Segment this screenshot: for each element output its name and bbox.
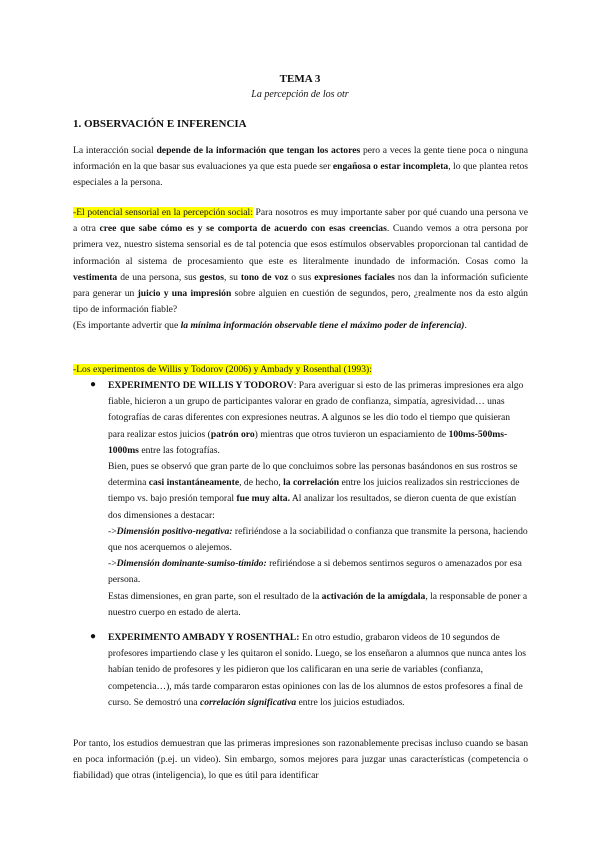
bold-run: depende de la información que tengan los actores xyxy=(156,145,361,156)
highlighted-heading: -Los experimentos de Willis y Todorov (2006) y Ambady y Rosenthal (1993): xyxy=(73,364,372,375)
bold-run: casi instantáneamente xyxy=(148,477,240,489)
text-run: entre los juicios realizados sin restricciones de tiempo vs. bajo presión temporal xyxy=(108,477,520,505)
text-run: Estas dimensiones, en gran parte, son el resultado de la xyxy=(108,590,322,602)
sensory-potential-paragraph xyxy=(73,205,528,335)
bold-run: patrón oro xyxy=(210,428,255,440)
section-heading: 1. OBSERVACIÓN E INFERENCIA xyxy=(73,118,247,130)
experiment-title: EXPERIMENTO DE WILLIS Y TODOROV xyxy=(108,380,294,391)
experiment-willis-todorov xyxy=(108,378,528,621)
text-run: de una persona, sus xyxy=(117,271,200,283)
highlighted-heading: -El potencial sensorial en la percepción social: xyxy=(73,207,253,218)
text-run: (Es importante advertir que xyxy=(73,320,181,332)
text-run: . xyxy=(464,320,467,332)
bold-run: tono de voz xyxy=(240,271,289,283)
bold-run: la correlación xyxy=(283,477,340,489)
text-run: . Cuando vemos a otra persona por primera vez, nuestro sistema sensorial es de tal potencia que esos estímulos observables proporcionan tal cantidad de información al sistema de procesamiento que este es literalmente inundado de información. Cosas como la xyxy=(73,223,528,267)
bold-run: activación de la amígdala xyxy=(321,590,426,602)
bullet-icon: ● xyxy=(90,631,97,642)
text-run: nos dan la información suficiente para generar un xyxy=(73,271,528,300)
bold-run: gestos xyxy=(199,271,224,283)
bold-run: cree que sabe cómo es y se comporta de acuerdo con esas creencias xyxy=(99,223,387,235)
text-run: Para nosotros es muy importante saber por qué cuando una persona ve a otra xyxy=(73,207,528,235)
page-subtitle: La percepción de los otr xyxy=(251,89,349,100)
text-run: refiriéndose a la sociabilidad o confianza que transmite la persona, haciendo que nos acerquemos o alejemos. xyxy=(108,525,528,554)
intro-paragraph xyxy=(73,143,528,192)
conclusion-paragraph: Por tanto, los estudios demuestran que las primeras impresiones son razonablemente precisas incluso cuando se basan en poca información (p.ej. un video). Sin embargo, somos mejores para juzgar unas características (competencia o fiabilidad) que otras (inteligencia), lo que es útil para identificar xyxy=(73,738,528,782)
bold-run: engañosa o estar incompleta xyxy=(332,161,449,173)
page-title: TEMA 3 xyxy=(279,73,321,85)
text-run: Bien, pues se observó que gran parte de lo que concluimos sobre las personas basándonos en sus rostros se determina xyxy=(108,461,518,489)
text-run: En otro estudio, grabaron videos de 10 segundos de profesores impartiendo clase y les quitaron el sonido. Luego, se los enseñaron a alumnos que nunca antes los habían tenido de profesores y les pidieron que los calificaran en una serie de variables (confianza, competencia…), más tarde compararon estas opiniones con las de los alumnos de estos profesores a final de curso. Se demostró una xyxy=(108,632,527,708)
arrow-text: -> xyxy=(108,525,117,537)
bold-run: juicio y una impresión xyxy=(137,288,232,300)
text-run: , su xyxy=(223,271,241,283)
text-run: , la responsable de poner a nuestro cuerpo en estado de alerta. xyxy=(108,590,528,618)
bold-italic-run: correlación significativa xyxy=(199,696,297,708)
text-run: : Para averiguar si esto de las primeras impresiones era algo fiable, hicieron a un grupo de participantes valorar en grado de confianza, simpatía, agresividad… unas fotografías de caras diferentes con expresiones neutras. A algunos se les dio todo el tiempo que quisieran para realizar estos juicios ( xyxy=(108,380,524,440)
text-run: refiriéndose a si debemos sentirnos seguros o amenazados por esa persona. xyxy=(108,558,522,586)
text-run: sobre alguien en cuestión de segundos, pero, ¿realmente nos da esto algún tipo de información fiable? xyxy=(73,288,528,316)
bold-italic-run: Dimensión dominante-sumiso-tímido: xyxy=(116,558,267,570)
arrow-text: -> xyxy=(108,558,117,570)
bold-italic-run: Dimensión positivo-negativa: xyxy=(116,525,233,537)
bold-run: 100ms-500ms-1000ms xyxy=(108,428,508,456)
text-run: entre las fotografías. xyxy=(138,444,220,456)
text-run: ) mientras que otros tuvieron un espaciamiento de xyxy=(254,428,449,440)
text-run: entre los juicios estudiados. xyxy=(296,696,405,708)
bullet-icon: ● xyxy=(90,379,97,390)
experiment-ambady-rosenthal xyxy=(108,630,528,711)
bold-run: fue muy alta. xyxy=(236,493,290,505)
bold-italic-run: la mínima información observable tiene el máximo poder de inferencia) xyxy=(180,320,465,332)
bold-run: expresiones faciales xyxy=(314,271,395,283)
text-run: , lo que plantea retos especiales a la persona. xyxy=(73,161,529,189)
experiments-heading xyxy=(73,362,528,378)
text-run: La interacción social xyxy=(73,145,157,156)
bold-run: vestimenta xyxy=(73,271,118,283)
text-run: Al analizar los resultados, se dieron cuenta de que existían dos dimensiones a destacar: xyxy=(108,493,517,521)
text-run: o sus xyxy=(288,271,315,283)
experiment-title: EXPERIMENTO AMBADY Y ROSENTHAL: xyxy=(108,632,300,643)
text-run: pero a veces la gente tiene poca o ninguna información en la que basar sus evaluaciones ya que esta puede ser xyxy=(73,145,528,173)
text-run: , de hecho, xyxy=(239,477,284,489)
